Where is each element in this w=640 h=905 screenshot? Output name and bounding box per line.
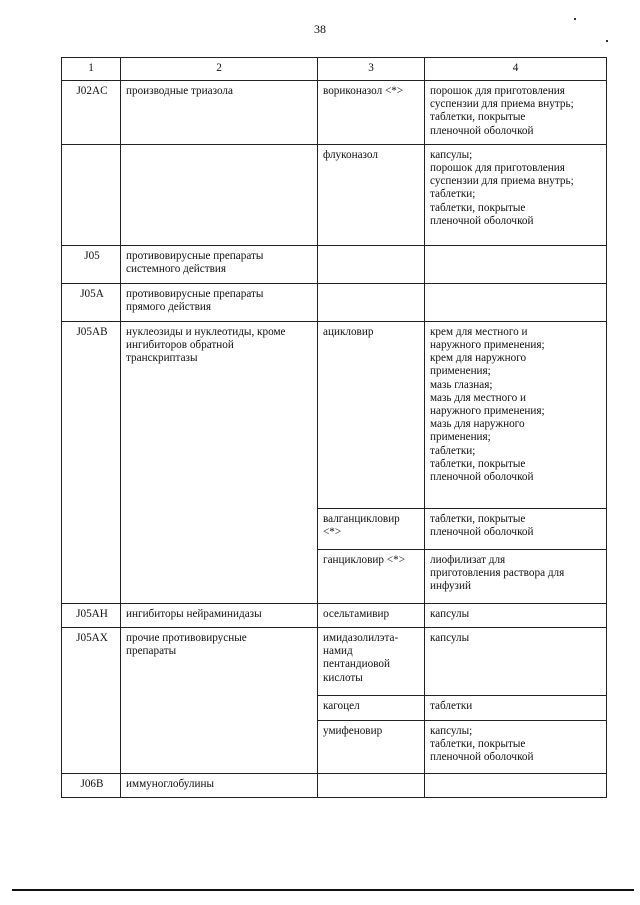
atc-code-cell: J05AH xyxy=(62,603,121,627)
drug-cell: осельтамивир xyxy=(318,603,425,627)
header-col-2: 2 xyxy=(121,58,318,81)
page-number: 38 xyxy=(314,22,326,36)
drug-cell: имидазолилэта- намид пентандиовой кислоты xyxy=(318,628,425,696)
drug-cell: флуконазол xyxy=(318,144,425,245)
drug-cell xyxy=(318,774,425,798)
atc-code-cell: J05A xyxy=(62,283,121,321)
dosage-form-cell xyxy=(425,774,607,798)
table-row xyxy=(62,321,607,508)
atc-code-cell: J06B xyxy=(62,774,121,798)
table-row xyxy=(62,144,607,245)
dosage-form-cell xyxy=(425,283,607,321)
header-col-1: 1 xyxy=(62,58,121,81)
drug-cell: умифеновир xyxy=(318,721,425,774)
header-col-3: 3 xyxy=(318,58,425,81)
dosage-form-cell: лиофилизат для приготовления раствора для инфузий xyxy=(425,549,607,603)
table-row xyxy=(62,628,607,696)
atc-code-cell: J02AC xyxy=(62,81,121,145)
group-cell: производные триазола xyxy=(121,81,318,145)
group-cell xyxy=(121,144,318,245)
scan-speck xyxy=(574,18,576,20)
dosage-form-cell: таблетки xyxy=(425,696,607,721)
drug-cell xyxy=(318,283,425,321)
dosage-form-cell: таблетки, покрытые пленочной оболочкой xyxy=(425,508,607,549)
dosage-form-cell: капсулы xyxy=(425,603,607,627)
drug-cell: ганцикловир <*> xyxy=(318,549,425,603)
table-row xyxy=(62,603,607,627)
medication-table xyxy=(61,57,607,798)
dosage-form-cell: капсулы xyxy=(425,628,607,696)
table-row xyxy=(62,774,607,798)
atc-code-cell xyxy=(62,144,121,245)
table-row xyxy=(62,81,607,145)
group-cell: иммуноглобулины xyxy=(121,774,318,798)
group-cell: ингибиторы нейраминидазы xyxy=(121,603,318,627)
dosage-form-cell: капсулы; порошок для приготовления суспензии для приема внутрь; таблетки; таблетки, покрытые пленочной оболочкой xyxy=(425,144,607,245)
table-header-row xyxy=(62,58,607,81)
dosage-form-cell: крем для местного и наружного применения; крем для наружного применения; мазь глазная; мазь для местного и наружного применения; мазь для наружного применения; таблетки; таблетки, покрытые пленочной оболочкой xyxy=(425,321,607,508)
table-row xyxy=(62,245,607,283)
atc-code-cell: J05AX xyxy=(62,628,121,774)
drug-cell xyxy=(318,245,425,283)
atc-code-cell: J05AB xyxy=(62,321,121,603)
drug-cell: вориконазол <*> xyxy=(318,81,425,145)
dosage-form-cell: порошок для приготовления суспензии для приема внутрь; таблетки, покрытые пленочной оболочкой xyxy=(425,81,607,145)
group-cell: противовирусные препараты прямого действия xyxy=(121,283,318,321)
group-cell: прочие противовирусные препараты xyxy=(121,628,318,774)
dosage-form-cell: капсулы; таблетки, покрытые пленочной оболочкой xyxy=(425,721,607,774)
drug-cell: ацикловир xyxy=(318,321,425,508)
group-cell: противовирусные препараты системного действия xyxy=(121,245,318,283)
dosage-form-cell xyxy=(425,245,607,283)
table-row xyxy=(62,283,607,321)
header-col-4: 4 xyxy=(425,58,607,81)
drug-cell: кагоцел xyxy=(318,696,425,721)
drug-cell: валганцикловир <*> xyxy=(318,508,425,549)
scan-speck xyxy=(606,40,608,42)
bottom-rule xyxy=(12,889,634,891)
atc-code-cell: J05 xyxy=(62,245,121,283)
group-cell: нуклеозиды и нуклеотиды, кроме ингибиторов обратной транскриптазы xyxy=(121,321,318,603)
